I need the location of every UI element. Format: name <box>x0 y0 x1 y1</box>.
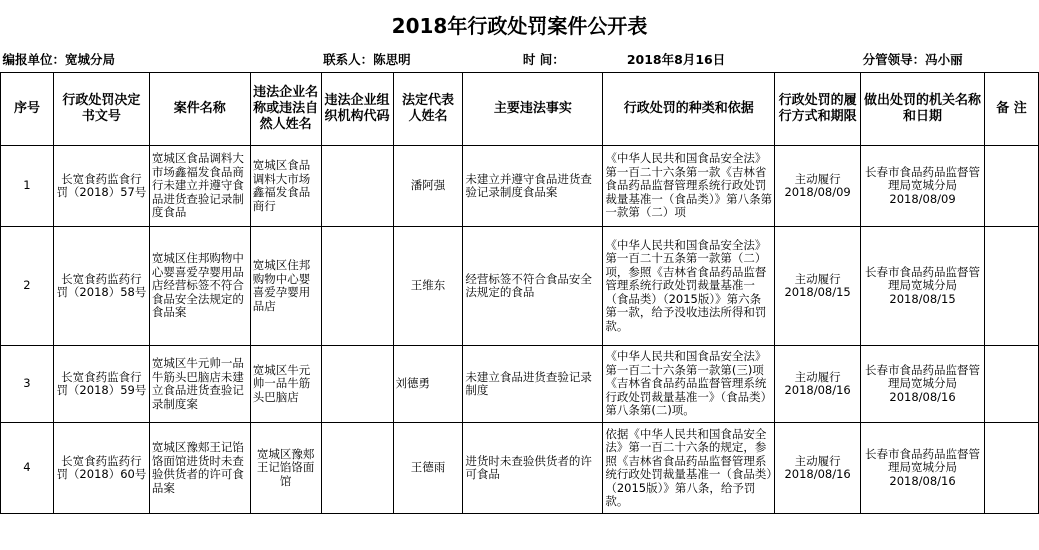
cell-seq: 1 <box>1 146 54 227</box>
cell-basis: 依据《中华人民共和国食品安全法》第一百二十六条的规定，参照《吉林省食品药品监督管理系统行政处罚裁量基准一（食品类）（2015版）》第八条，给予罚款。 <box>603 423 775 514</box>
cell-legal-rep: 潘阿强 <box>393 146 463 227</box>
table-row <box>1 346 1039 423</box>
info-row <box>1 46 1039 73</box>
table-row <box>1 423 1039 514</box>
table-row <box>1 146 1039 227</box>
header-seq: 序号 <box>1 73 54 146</box>
header-case-name: 案件名称 <box>149 73 250 146</box>
cell-legal-rep: 王维东 <box>393 227 463 346</box>
cell-basis: 《中华人民共和国食品安全法》第一百二十五条第一款第（二）项，参照《吉林省食品药品监督管理系统行政处罚裁量基准一（食品类）（2015版）》第六条第一款，给予没收违法所得和罚款。 <box>603 227 775 346</box>
page-title: 2018年行政处罚案件公开表 <box>391 13 648 38</box>
cell-note <box>985 227 1039 346</box>
cell-case-name: 宽城区住邦购物中心婴喜爱孕婴用品店经营标签不符合食品安全法规定的食品案 <box>149 227 250 346</box>
cell-case-name: 宽城区牛元帅一品牛筋头巴脑店未建立食品进货查验记录制度案 <box>149 346 250 423</box>
cell-org-code <box>321 146 393 227</box>
cell-party: 宽城区住邦购物中心婴喜爱孕婴用品店 <box>250 227 321 346</box>
cell-org-code <box>321 423 393 514</box>
cell-note <box>985 146 1039 227</box>
cell-doc-no: 长宽食药监食行罚（2018）57号 <box>53 146 149 227</box>
time-label: 时 间： <box>463 46 603 73</box>
cell-doc-no: 长宽食药监药行罚（2018）58号 <box>53 227 149 346</box>
report-date: 2018年8月16日 <box>603 46 775 73</box>
header-facts: 主要违法事实 <box>463 73 603 146</box>
cell-authority: 长春市食品药品监督管理局宽城分局2018/08/09 <box>861 146 985 227</box>
cell-case-name: 宽城区食品调料大市场鑫福发食品商行未建立并遵守食品进货查验记录制度食品 <box>149 146 250 227</box>
cell-case-name: 宽城区豫郏王记馅饹面馆进货时未查验供货者的许可食品案 <box>149 423 250 514</box>
header-org-code: 违法企业组织机构代码 <box>321 73 393 146</box>
cell-authority: 长春市食品药品监督管理局宽城分局2018/08/16 <box>861 346 985 423</box>
cell-authority: 长春市食品药品监督管理局宽城分局2018/08/16 <box>861 423 985 514</box>
cell-legal-rep: 王德雨 <box>393 423 463 514</box>
cell-doc-no: 长宽食药监药行罚（2018）60号 <box>53 423 149 514</box>
header-note: 备 注 <box>985 73 1039 146</box>
cell-party: 宽城区牛元帅一品牛筋头巴脑店 <box>250 346 321 423</box>
cell-method: 主动履行2018/08/09 <box>775 146 861 227</box>
cell-authority: 长春市食品药品监督管理局宽城分局2018/08/15 <box>861 227 985 346</box>
supervising-leader: 分管领导：冯小丽 <box>861 46 1039 73</box>
cell-doc-no: 长宽食药监食行罚（2018）59号 <box>53 346 149 423</box>
cell-note <box>985 346 1039 423</box>
cell-note <box>985 423 1039 514</box>
cell-facts: 未建立食品进货查验记录制度 <box>463 346 603 423</box>
cell-legal-rep: 刘德勇 <box>393 346 463 423</box>
cell-seq: 4 <box>1 423 54 514</box>
cell-basis: 《中华人民共和国食品安全法》第一百二十六条第一款《吉林省食品药品监督管理系统行政处罚裁量基准一（食品类）》第八条第一款第（二）项 <box>603 146 775 227</box>
header-basis: 行政处罚的种类和依据 <box>603 73 775 146</box>
cell-method: 主动履行2018/08/16 <box>775 423 861 514</box>
reporting-unit: 编报单位：宽城分局 <box>1 46 251 73</box>
cell-facts: 经营标签不符合食品安全法规定的食品 <box>463 227 603 346</box>
header-row <box>1 73 1039 146</box>
cell-org-code <box>321 346 393 423</box>
cell-party: 宽城区豫郏王记馅饹面馆 <box>250 423 321 514</box>
header-doc-no: 行政处罚决定书文号 <box>53 73 149 146</box>
cell-method: 主动履行2018/08/15 <box>775 227 861 346</box>
cell-seq: 2 <box>1 227 54 346</box>
cell-method: 主动履行2018/08/16 <box>775 346 861 423</box>
header-party: 违法企业名称或违法自然人姓名 <box>250 73 321 146</box>
header-authority: 做出处罚的机关名称和日期 <box>861 73 985 146</box>
header-legal-rep: 法定代表人姓名 <box>393 73 463 146</box>
table-row <box>1 227 1039 346</box>
cell-facts: 未建立并遵守食品进货查验记录制度食品案 <box>463 146 603 227</box>
cell-basis: 《中华人民共和国食品安全法》第一百二十六条第一款第(三)项《吉林省食品药品监督管理系统行政处罚裁量基准一》（食品类）第八条第(二)项。 <box>603 346 775 423</box>
cell-facts: 进货时未查验供货者的许可食品 <box>463 423 603 514</box>
contact-person: 联系人：陈思明 <box>321 46 463 73</box>
cell-org-code <box>321 227 393 346</box>
cell-party: 宽城区食品调料大市场鑫福发食品商行 <box>250 146 321 227</box>
header-method: 行政处罚的履行方式和期限 <box>775 73 861 146</box>
cell-seq: 3 <box>1 346 54 423</box>
